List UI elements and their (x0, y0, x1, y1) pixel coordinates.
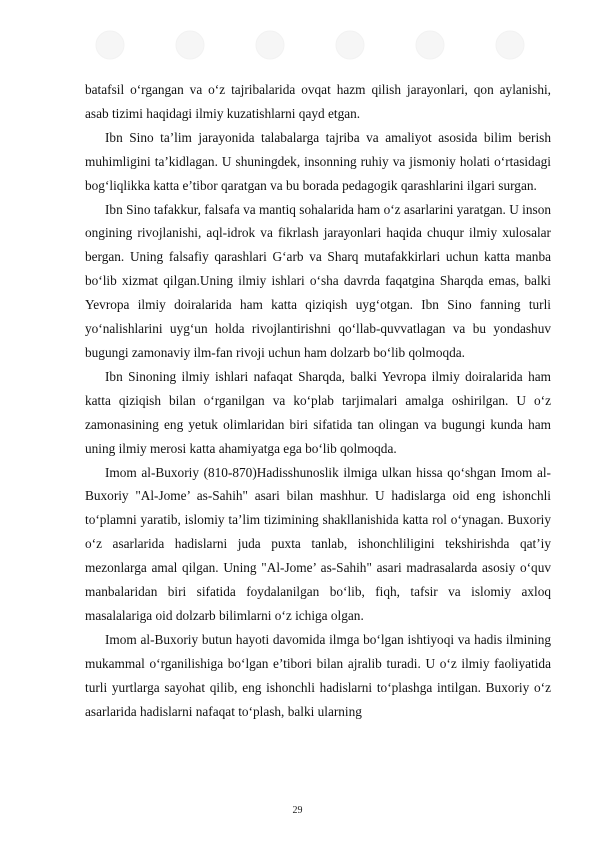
paragraph-4: Ibn Sinoning ilmiy ishlari nafaqat Sharqda, balki Yevropa ilmiy doiralarida ham katta qiziqish bilan o‘rganilgan va ko‘plab tarjimalari amalga oshirilgan. U o‘z zamonasining eng yetuk olimlaridan biri sifatida tan olingan va bugungi kunda ham uning ilmiy merosi katta ahamiyatga ega bo‘lib qolmoqda. (85, 368, 551, 456)
paragraph-2: Ibn Sino ta’lim jarayonida talabalarga tajriba va amaliyot asosida bilim berish muhimligini ta’kidlagan. U shuningdek, insonning ruhiy va jismoniy holati o‘rtasidagi bog‘liqlikka katta e’tibor qaratgan va bu borada pedagogik qarashlarini ilgari surgan. (85, 129, 551, 193)
paragraph-1: batafsil o‘rgangan va o‘z tajribalarida ovqat hazm qilish jarayonlari, qon aylanishi, asab tizimi haqidagi ilmiy kuzatishlarni qayd etgan. (85, 82, 551, 121)
document-body (85, 78, 551, 723)
paragraph-3: Ibn Sino tafakkur, falsafa va mantiq sohalarida ham o‘z asarlarini yaratgan. U inson ongining rivojlanishi, aql-idrok va fikrlash jarayonlari haqida chuqur ilmiy xulosalar bergan. Uning falsafiy qarashlari G‘arb va Sharq mutafakkirlari uchun katta manba bo‘lib xizmat qilgan.Uning ilmiy ishlari o‘sha davrda faqatgina Sharqda emas, balki Yevropa ilmiy doiralarida ham katta qiziqish uyg‘otgan. Ibn Sino fanning turli yo‘nalishlarini uyg‘un holda rivojlantirishni qo‘llab-quvvatlagan va bu yondashuv bugungi zamonaviy ilm-fan rivoji uchun ham dolzarb bo‘lib qolmoqda. (85, 201, 551, 360)
paragraph-6: Imom al-Buxoriy butun hayoti davomida ilmga bo‘lgan ishtiyoqi va hadis ilmining mukammal o‘rganilishiga bo‘lgan e’tibori bilan ajralib turadi. U o‘z ilmiy faoliyatida turli yurtlarga sayohat qilib, eng ishonchli hadislarni to‘plashga intilgan. Buxoriy o‘z asarlarida hadislarni nafaqat to‘plash, balki ularning (85, 631, 551, 719)
paragraph-5: Imom al-Buxoriy (810-870)Hadisshunoslik ilmiga ulkan hissa qo‘shgan Imom al-Buxoriy "Al-Jome’ as-Sahih" asari bilan mashhur. U hadislarga oid eng ishonchli to‘plamni yaratib, islomiy ta’lim tizimining shakllanishida katta rol o‘ynagan. Buxoriy o‘z asarlarida hadislarni juda puxta tanlab, ishonchliligini tekshirishda qat’iy mezonlarga amal qilgan. Uning "Al-Jome’ as-Sahih" asari madrasalarda asosiy o‘quv manbalaridan biri sifatida foydalanilgan bo‘lib, fiqh, tafsir va islomiy axloq masalalariga oid dolzarb bilimlarni o‘z ichiga olgan. (85, 464, 551, 623)
page-number: 29 (292, 805, 303, 816)
